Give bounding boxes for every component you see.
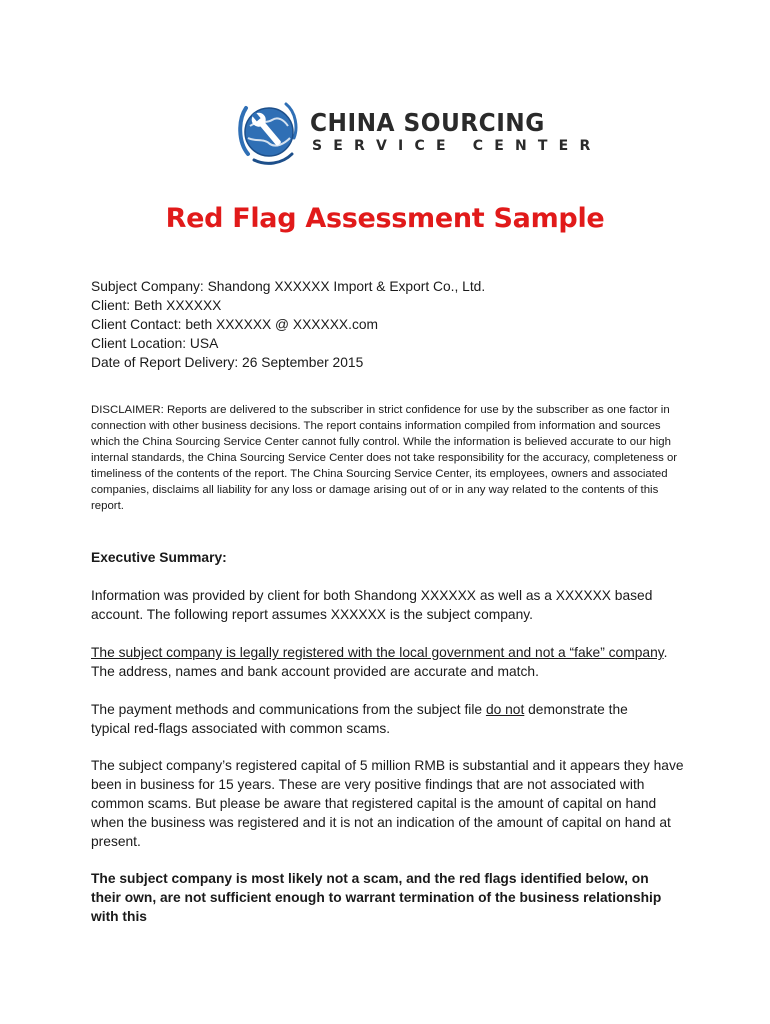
subject-info <box>91 277 691 372</box>
summary-paragraph-1: Information was provided by client for both Shandong XXXXXX as well as a XXXXXX based account. The following report assumes XXXXXX is the subject company. <box>91 588 653 622</box>
summary-paragraph-3 <box>91 700 661 738</box>
report-date-line: Date of Report Delivery: 26 September 2015 <box>91 355 364 370</box>
summary-paragraph-2 <box>91 643 691 681</box>
client-line: Client: Beth XXXXXX <box>91 298 222 313</box>
logo-name-line1: CHINA SOURCING <box>310 108 545 137</box>
client-contact-line: Client Contact: beth XXXXXX @ XXXXXX.com <box>91 317 379 332</box>
subject-company-line: Subject Company: Shandong XXXXXX Import & Export Co., Ltd. <box>91 279 486 294</box>
client-location-line: Client Location: USA <box>91 336 219 351</box>
logo-name-line2: SERVICE CENTER <box>312 138 602 154</box>
payment-methods-text: The payment methods and communications from the subject file <box>91 702 486 717</box>
do-not-emphasis: do not <box>485 702 525 717</box>
registration-statement: The subject company is legally registered with the local government and not a “fake” company <box>91 645 664 660</box>
executive-summary-heading: Executive Summary: <box>91 550 227 565</box>
globe-wrench-icon <box>236 98 300 166</box>
registration-statement-rest: . The address, names and bank account provided are accurate and match. <box>91 645 668 679</box>
company-logo <box>236 98 602 168</box>
document-title: Red Flag Assessment Sample <box>165 203 605 234</box>
disclaimer: DISCLAIMER: Reports are delivered to the subscriber in strict confidence for use by the subscriber as one factor in connection with other business decisions. The report contains information compiled from information and sources which the China Sourcing Service Center cannot fully control. While the information is believed accurate to our high internal standards, the China Sourcing Service Center does not take responsibility for the accuracy, completeness or timeliness of the contents of the report. The China Sourcing Service Center, its employees, owners and associated companies, disclaims all liability for any loss or damage arising out of or in any way related to the contents of this report. <box>91 404 678 512</box>
payment-methods-text-rest: demonstrate the typical red-flags associated with common scams. <box>91 702 628 736</box>
summary-conclusion: The subject company is most likely not a scam, and the red flags identified below, on their own, are not sufficient enough to warrant termination of the business relationship with this <box>91 871 662 924</box>
summary-paragraph-4: The subject company’s registered capital of 5 million RMB is substantial and it appears they have been in business for 15 years. These are very positive findings that are not associated with common scams. But please be aware that registered capital is the amount of capital on hand when the business was registered and it is not an indication of the amount of capital on hand at present. <box>91 758 684 849</box>
